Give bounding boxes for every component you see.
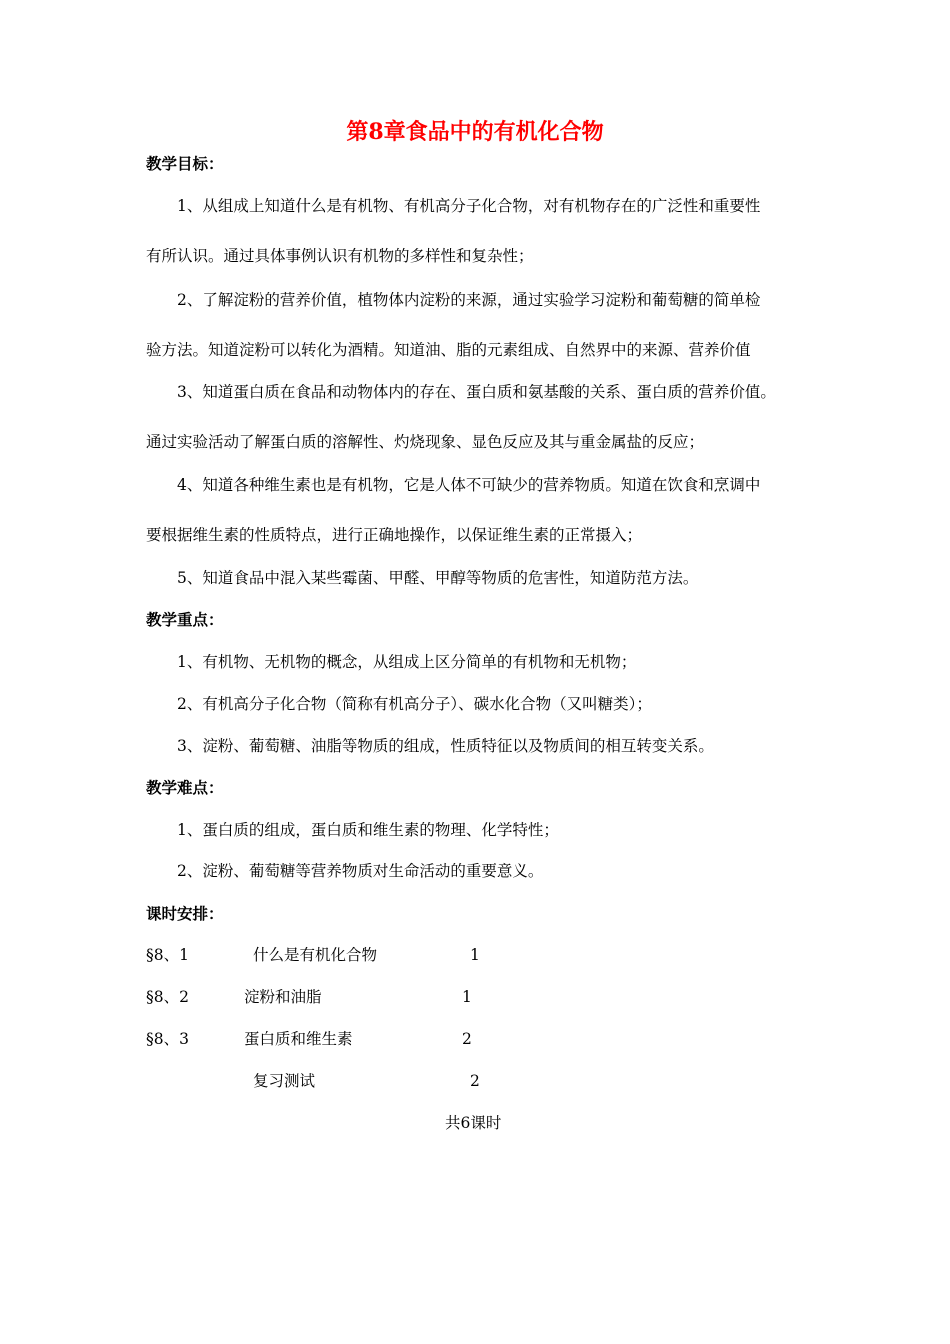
objectives-heading: 教学目标： — [146, 154, 224, 173]
difficulties-heading: 教学难点： — [146, 778, 224, 797]
schedule-topic: 什么是有机化合物 — [253, 946, 378, 964]
difficulty-line: 2、淀粉、葡萄糖等营养物质对生命活动的重要意义。 — [177, 862, 544, 880]
schedule-total: 共6课时 — [445, 1114, 502, 1132]
objective-line: 4、知道各种维生素也是有机物，它是人体不可缺少的营养物质。知道在饮食和烹调中 — [177, 476, 761, 494]
objective-line: 1、从组成上知道什么是有机物、有机高分子化合物，对有机物存在的广泛性和重要性 — [177, 197, 761, 215]
schedule-topic: 蛋白质和维生素 — [244, 1030, 353, 1048]
document-title: 第8章食品中的有机化合物 — [346, 119, 604, 145]
key-points-heading: 教学重点： — [146, 610, 224, 629]
schedule-hours: 2 — [470, 1072, 480, 1090]
schedule-section: §8、1 — [146, 946, 189, 964]
objective-line: 验方法。知道淀粉可以转化为酒精。知道油、脂的元素组成、自然界中的来源、营养价值 — [146, 341, 751, 359]
difficulty-line: 1、蛋白质的组成，蛋白质和维生素的物理、化学特性； — [177, 821, 559, 839]
objective-line: 通过实验活动了解蛋白质的溶解性、灼烧现象、显色反应及其与重金属盐的反应； — [146, 433, 705, 451]
schedule-hours: 1 — [462, 988, 472, 1006]
schedule-section: §8、2 — [146, 988, 189, 1006]
objective-line: 5、知道食品中混入某些霉菌、甲醛、甲醇等物质的危害性，知道防范方法。 — [177, 569, 699, 587]
key-point-line: 1、有机物、无机物的概念，从组成上区分简单的有机物和无机物； — [177, 653, 637, 671]
schedule-hours: 1 — [470, 946, 480, 964]
objective-line: 3、知道蛋白质在食品和动物体内的存在、蛋白质和氨基酸的关系、蛋白质的营养价值。 — [177, 383, 776, 401]
schedule-section: §8、3 — [146, 1030, 189, 1048]
objective-line: 有所认识。通过具体事例认识有机物的多样性和复杂性； — [146, 247, 534, 265]
schedule-topic: 淀粉和油脂 — [244, 988, 322, 1006]
objective-line: 要根据维生素的性质特点，进行正确地操作，以保证维生素的正常摄入； — [146, 526, 643, 544]
objective-line: 2、了解淀粉的营养价值，植物体内淀粉的来源，通过实验学习淀粉和葡萄糖的简单检 — [177, 291, 761, 309]
key-point-line: 3、淀粉、葡萄糖、油脂等物质的组成，性质特征以及物质间的相互转变关系。 — [177, 737, 714, 755]
schedule-heading: 课时安排： — [146, 904, 224, 923]
schedule-topic: 复习测试 — [253, 1072, 316, 1090]
schedule-hours: 2 — [462, 1030, 472, 1048]
key-point-line: 2、有机高分子化合物（简称有机高分子）、碳水化合物（又叫糖类）； — [177, 695, 652, 713]
